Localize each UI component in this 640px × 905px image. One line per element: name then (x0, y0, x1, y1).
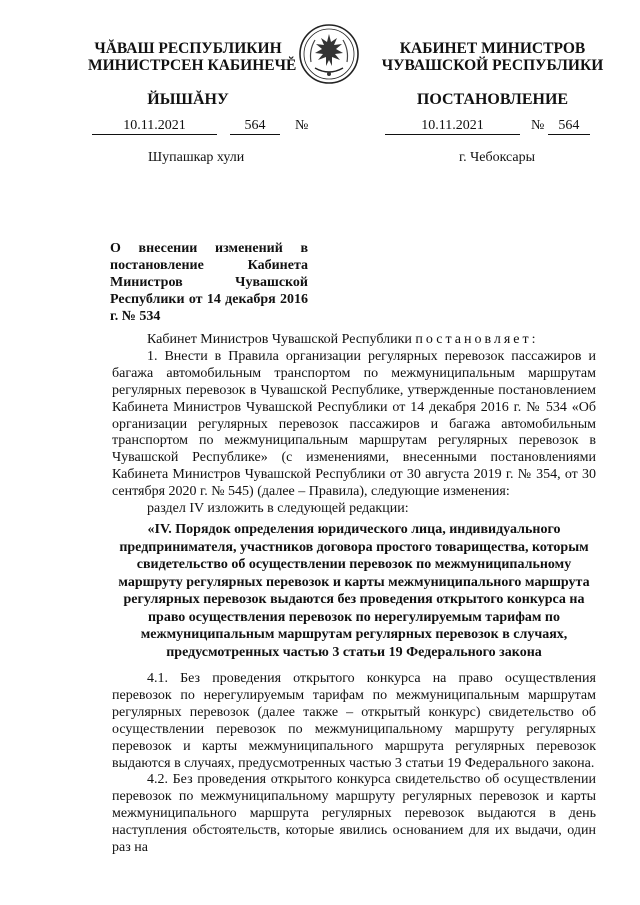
header-right-line1: КАБИНЕТ МИНИСТРОВ (399, 40, 586, 57)
intro-verb: постановляет: (415, 332, 539, 347)
paragraph-4-1: 4.1. Без проведения открытого конкурса на право осуществления перевозок по нерегулируемым тарифам по межмуниципальным маршрутам регулярных перевозок (далее также – открытый конкурс) свидетельство об осуществлении перевозок по межмуниципальному маршруту регулярных перевозок и карты межмуниципального маршрута регулярных перевозок выдаются в случаях, предусмотренных частью 3 статьи 19 Федерального закона. (112, 671, 596, 771)
intro-paragraph (112, 332, 596, 349)
header-left-doc-type: ЙЫШĂНУ (147, 91, 229, 108)
coat-of-arms-icon (297, 22, 361, 86)
intro-text: Кабинет Министров Чувашской Республики (147, 332, 416, 347)
paragraph-4-2: 4.2. Без проведения открытого конкурса свидетельство об осуществлении перевозок по межмуниципальному маршруту регулярных перевозок и карты межмуниципального маршрута регулярных перевозок выдаются в день наступления обстоятельств, которые явились основанием для их выдачи, один раз на (112, 772, 596, 856)
right-date-number-row (385, 118, 590, 135)
body-part-1 (112, 332, 596, 518)
right-date: 10.11.2021 (385, 118, 520, 135)
header-right (380, 40, 605, 108)
paragraph-1: 1. Внести в Правила организации регулярных перевозок пассажиров и багажа автомобильным транспортом по межмуниципальным маршрутам регулярных перевозок в Чувашской Республике, утвержденные постановлением Кабинета Министров Чувашской Республики от 14 декабря 2016 г. № 534 «Об организации регулярных перевозок пассажиров и багажа автомобильным транспортом по межмуниципальным маршрутам регулярных перевозок в Чувашской Республике» (с изменениями, внесенными постановлениями Кабинета Министров Чувашской Республики от 30 августа 2019 г. № 354, от 30 сентября 2020 г. № 545) (далее – Правила), следующие изменения: (112, 348, 596, 500)
city-chuvash: Шупашкар хули (148, 150, 245, 165)
left-number: 564 (230, 118, 280, 135)
body-part-2 (112, 671, 596, 857)
header-left (88, 40, 297, 108)
right-number: 564 (548, 118, 590, 135)
document-subject: О внесении изменений в постановление Кабинета Министров Чувашской Республики от 14 декабря 2016 г. № 534 (110, 241, 308, 324)
right-number-sign: № (531, 118, 545, 133)
left-number-sign: № (295, 118, 309, 133)
header-right-line2: ЧУВАШСКОЙ РЕСПУБЛИКИ (381, 57, 604, 74)
city-russian: г. Чебоксары (459, 150, 536, 165)
paragraph-2: раздел IV изложить в следующей редакции: (147, 501, 409, 517)
left-date: 10.11.2021 (92, 118, 217, 135)
header-right-doc-type: ПОСТАНОВЛЕНИЕ (416, 91, 569, 108)
section-title: «IV. Порядок определения юридического лица, индивидуального предпринимателя, участников договора простого товарищества, которым свидетельство об осуществлении перевозок по межмуниципальному маршруту регулярных перевозок и карты межмуниципального маршрута регулярных перевозок выдаются без проведения открытого конкурса на право осуществления перевозок по нерегулируемым тарифам по межмуниципальным маршрутам регулярных перевозок в случаях, предусмотренных частью 3 статьи 19 Федерального закона (118, 522, 590, 660)
header-left-line1: ЧĂВАШ РЕСПУБЛИКИН (94, 40, 282, 57)
header-left-line2: МИНИСТРСЕН КАБИНЕЧĔ (88, 57, 297, 74)
left-date-number-row (92, 118, 308, 135)
